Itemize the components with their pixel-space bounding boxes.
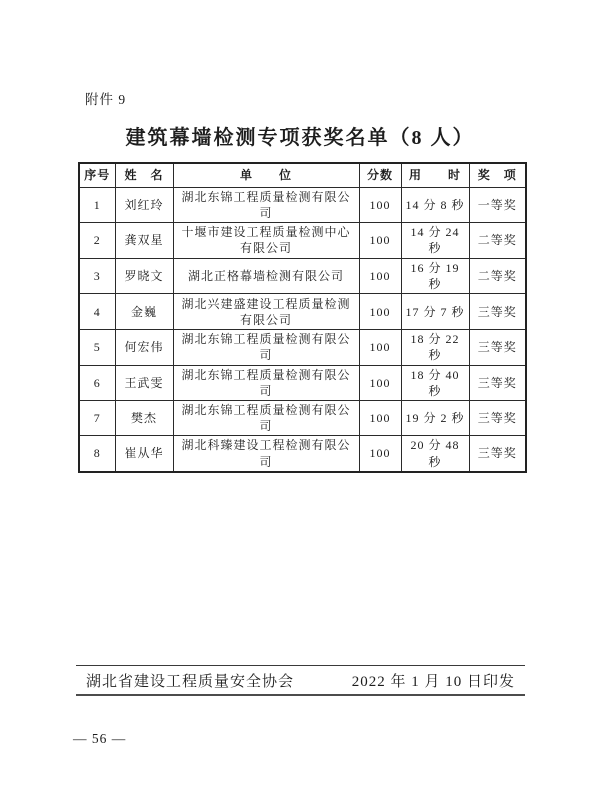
cell-score: 100 [359, 401, 401, 436]
cell-name: 何宏伟 [115, 330, 173, 365]
cell-unit: 湖北东锦工程质量检测有限公司 [173, 401, 359, 436]
col-header-unit: 单 位 [173, 163, 359, 187]
cell-unit: 湖北东锦工程质量检测有限公司 [173, 330, 359, 365]
cell-unit: 湖北东锦工程质量检测有限公司 [173, 365, 359, 400]
cell-award: 一等奖 [469, 187, 526, 222]
cell-time: 16 分 19 秒 [401, 258, 469, 293]
cell-index: 5 [79, 330, 115, 365]
cell-index: 2 [79, 222, 115, 258]
table-row [79, 436, 526, 472]
table-row [79, 401, 526, 436]
cell-score: 100 [359, 294, 401, 330]
page-title: 建筑幕墙检测专项获奖名单（8 人） [125, 127, 475, 149]
col-header-name: 姓 名 [115, 163, 173, 187]
col-header-score: 分数 [359, 163, 401, 187]
cell-index: 7 [79, 401, 115, 436]
cell-time: 14 分 24 秒 [401, 222, 469, 258]
cell-name: 崔从华 [115, 436, 173, 472]
cell-name: 龚双星 [115, 222, 173, 258]
cell-name: 王武雯 [115, 365, 173, 400]
cell-score: 100 [359, 436, 401, 472]
cell-time: 18 分 40 秒 [401, 365, 469, 400]
cell-index: 6 [79, 365, 115, 400]
table-header-row [79, 163, 526, 187]
cell-unit: 湖北正格幕墙检测有限公司 [173, 258, 359, 293]
cell-score: 100 [359, 330, 401, 365]
footer-print-date: 2022 年 1 月 10 日印发 [351, 673, 515, 690]
cell-index: 3 [79, 258, 115, 293]
table-row [79, 222, 526, 258]
cell-unit: 湖北科臻建设工程检测有限公司 [173, 436, 359, 472]
cell-name: 金巍 [115, 294, 173, 330]
col-header-index: 序号 [79, 163, 115, 187]
cell-index: 8 [79, 436, 115, 472]
cell-unit: 湖北兴建盛建设工程质量检测有限公司 [173, 294, 359, 330]
cell-score: 100 [359, 222, 401, 258]
cell-index: 4 [79, 294, 115, 330]
cell-award: 三等奖 [469, 330, 526, 365]
cell-award: 二等奖 [469, 258, 526, 293]
footer-issuer: 湖北省建设工程质量安全协会 [86, 673, 295, 690]
cell-name: 樊杰 [115, 401, 173, 436]
cell-time: 18 分 22 秒 [401, 330, 469, 365]
cell-unit: 湖北东锦工程质量检测有限公司 [173, 187, 359, 222]
table-row [79, 330, 526, 365]
cell-award: 三等奖 [469, 436, 526, 472]
cell-award: 三等奖 [469, 365, 526, 400]
cell-time: 19 分 2 秒 [401, 401, 469, 436]
cell-score: 100 [359, 187, 401, 222]
cell-award: 二等奖 [469, 222, 526, 258]
record-footer [76, 665, 525, 696]
cell-score: 100 [359, 258, 401, 293]
cell-time: 17 分 7 秒 [401, 294, 469, 330]
table-row [79, 187, 526, 222]
cell-award: 三等奖 [469, 401, 526, 436]
table-row [79, 258, 526, 293]
cell-time: 14 分 8 秒 [401, 187, 469, 222]
cell-name: 罗晓文 [115, 258, 173, 293]
cell-award: 三等奖 [469, 294, 526, 330]
table-row [79, 294, 526, 330]
table-row [79, 365, 526, 400]
attachment-label: 附件 9 [85, 92, 127, 107]
awards-table [78, 162, 527, 473]
col-header-award: 奖 项 [469, 163, 526, 187]
cell-index: 1 [79, 187, 115, 222]
cell-time: 20 分 48 秒 [401, 436, 469, 472]
col-header-time: 用 时 [401, 163, 469, 187]
cell-name: 刘红玲 [115, 187, 173, 222]
page-number: — 56 — [73, 731, 127, 746]
cell-unit: 十堰市建设工程质量检测中心有限公司 [173, 222, 359, 258]
cell-score: 100 [359, 365, 401, 400]
